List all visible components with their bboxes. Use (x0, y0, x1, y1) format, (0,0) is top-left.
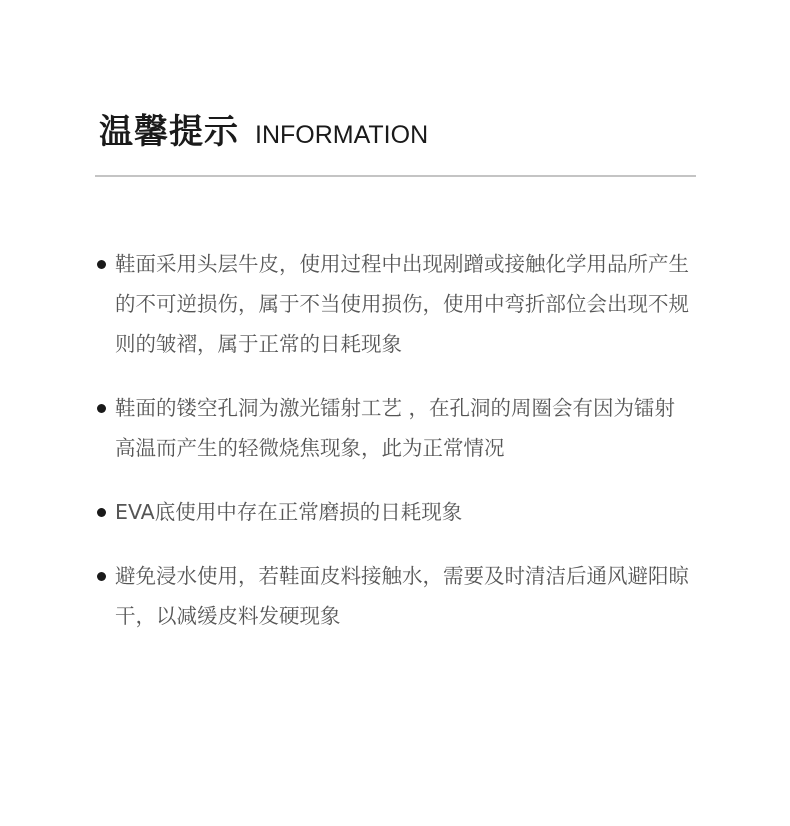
list-item (95, 556, 695, 636)
note-text: 鞋面采用头层牛皮，使用过程中出现剐蹭或接触化学用品所产生的不可逆损伤，属于不当使用损伤，使用中弯折部位会出现不规则的皱褶，属于正常的日耗现象 (115, 252, 689, 356)
list-item (95, 492, 695, 532)
header-divider (95, 175, 696, 177)
page-header (99, 104, 428, 153)
list-item (95, 388, 695, 468)
notes-list (95, 244, 695, 660)
page-title: 温馨提示 (99, 112, 239, 152)
bullet-icon (97, 260, 106, 269)
note-text: 鞋面的镂空孔洞为激光镭射工艺 ，在孔洞的周圈会有因为镭射高温而产生的轻微烧焦现象，此为正常情况 (115, 396, 676, 460)
bullet-icon (97, 508, 106, 517)
note-text: EVA底使用中存在正常磨损的日耗现象 (115, 500, 463, 524)
note-text: 避免浸水使用，若鞋面皮料接触水，需要及时清洁后通风避阳晾干，以减缓皮料发硬现象 (115, 564, 689, 628)
page-subtitle: INFORMATION (255, 121, 429, 149)
bullet-icon (97, 572, 106, 581)
bullet-icon (97, 404, 106, 413)
list-item (95, 244, 695, 364)
